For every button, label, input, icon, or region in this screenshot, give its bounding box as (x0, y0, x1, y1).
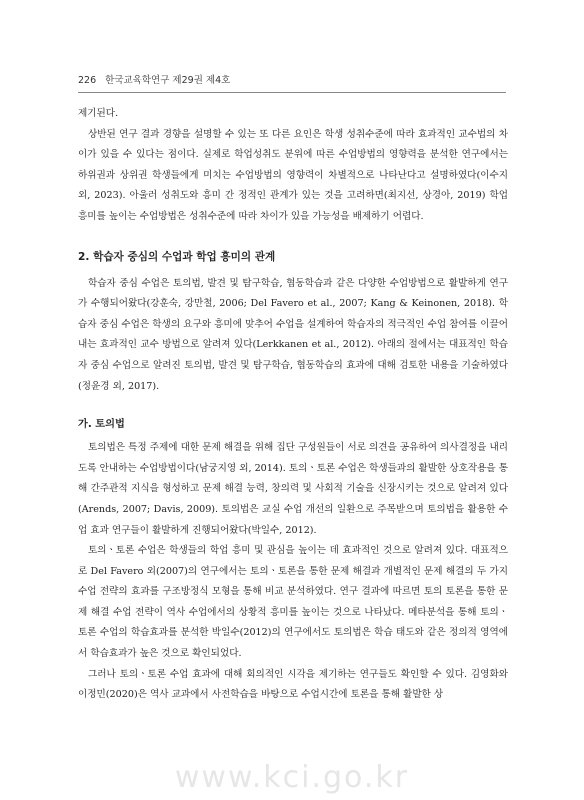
subsection-heading: 가. 토의법 (78, 419, 125, 431)
paragraph: 그러나 토의ㆍ토론 수업 효과에 대해 회의적인 시각을 제기하는 연구들도 확인할 수 있다. 김영화와 이정민(2020)은 역사 교과에서 사전학습을 바탕으로 수업시간에 토론을 통해 활발한 상 (78, 668, 508, 701)
running-header (78, 72, 230, 86)
article-body (78, 104, 508, 706)
paragraph: 상반된 연구 결과 경향을 설명할 수 있는 또 다른 요인은 학생 성취수준에 따라 효과적인 교수법의 차이가 있을 수 있다는 점이다. 실제로 학업성취도 분위에 따른 수업방법의 영향력을 분석한 연구에서는 하위권과 상위권 학생들에게 미치는 수업방법의 영향력이 차별적으로 나타난다고 설명하였다(이수지 외, 2023). 아울러 성취도와 흥미 간 정적인 관계가 있는 것을 고려하면(최지선, 상경아, 2019) 학업 흥미를 높이는 수업방법은 성취수준에 따라 차이가 있을 가능성을 배제하기 어렵다. (78, 128, 508, 222)
paragraph: 학습자 중심 수업은 토의법, 발견 및 탐구학습, 협동학습과 같은 다양한 수업방법으로 활발하게 연구가 수행되어왔다(강훈숙, 강만철, 2006; Del Favero et al., 2007; Kang & Keinonen, 2018). 학습자 중심 수업은 학생의 요구와 흥미에 맞추어 수업을 설계하여 학습자의 적극적인 수업 참여를 이끌어내는 효과적인 교수 방법으로 알려져 있다(Lerkkanen et al., 2012). 아래의 절에서는 대표적인 학습자 중심 수업으로 알려진 토의법, 발견 및 탐구학습, 협동학습의 효과에 대해 검토한 내용을 기술하였다(정윤경 외, 2017). (78, 277, 508, 392)
paragraph: 토의ㆍ토론 수업은 학생들의 학업 흥미 및 관심을 높이는 데 효과적인 것으로 알려져 있다. 대표적으로 Del Favero 외(2007)의 연구에서는 토의ㆍ토론을 통한 문제 해결과 개별적인 문제 해결의 두 가지 수업 전략의 효과를 구조방정식 모형을 통해 비교 분석하였다. 연구 결과에 따르면 토의 토론을 통한 문제 해결 수업 전략이 역사 수업에서의 상황적 흥미를 높이는 것으로 나타났다. 메타분석을 통해 토의ㆍ토론 수업의 학습효과를 분석한 박일수(2012)의 연구에서도 토의법은 학습 태도와 같은 정의적 영역에서 학습효과가 높은 것으로 확인되었다. (78, 545, 508, 660)
paragraph-continuation: 제기된다. (78, 108, 119, 119)
watermark: www.kci.go.kr (174, 760, 410, 795)
journal-title: 한국교육학연구 제29권 제4호 (105, 75, 231, 86)
section-heading: 2. 학습자 중심의 수업과 학업 흥미의 관계 (78, 250, 276, 263)
paragraph: 토의법은 특정 주제에 대한 문제 해결을 위해 집단 구성원들이 서로 의견을 공유하여 의사결정을 내리도록 안내하는 수업방법이다(남궁지영 외, 2014). 토의ㆍ토론 수업은 학생들과의 활발한 상호작용을 통해 간주관적 지식을 형성하고 문제 해결 능력, 창의력 및 사회적 기술을 신장시키는 것으로 알려져 있다(Arends, 2007; Davis, 2009). 토의법은 교실 수업 개선의 일환으로 주목받으며 토의법을 활용한 수업 효과 연구들이 활발하게 진행되어왔다(박일수, 2012). (78, 442, 508, 536)
page-number: 226 (78, 75, 97, 86)
header-rule (78, 92, 506, 93)
